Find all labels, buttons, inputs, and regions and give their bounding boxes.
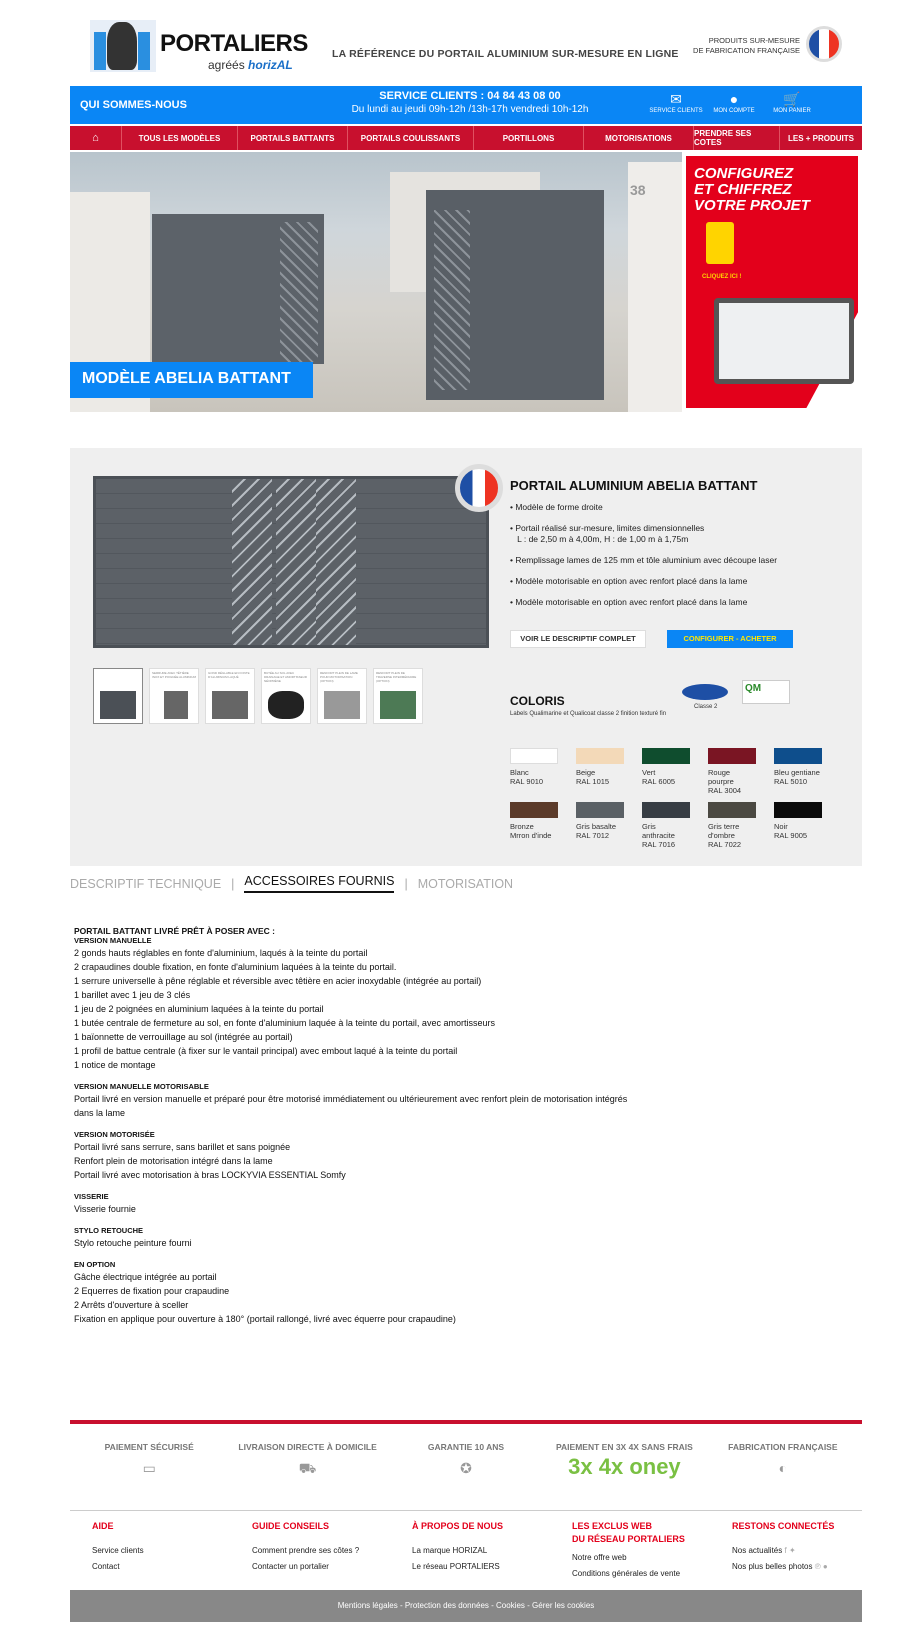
- laptop-screenshot-icon: [714, 298, 854, 384]
- content-section: [74, 1130, 674, 1182]
- feature-paiement-3x4x: PAIEMENT EN 3X 4X SANS FRAIS 3x 4x oney: [545, 1430, 703, 1506]
- section-heading: VISSERIE: [74, 1192, 109, 1201]
- colors-title: COLORIS: [510, 694, 565, 708]
- nav-portillons[interactable]: PORTILLONS: [474, 126, 584, 150]
- thumb-stop-image: [268, 691, 304, 719]
- footer-link[interactable]: La marque HORIZAL: [412, 1546, 488, 1555]
- classe-label: Classe 2: [694, 704, 718, 710]
- section-heading: EN OPTION: [74, 1260, 116, 1269]
- section-line: dans la lame: [74, 1108, 126, 1118]
- footer-divider: [70, 1420, 862, 1424]
- footer-heading: GUIDE CONSEILS: [252, 1521, 330, 1531]
- swatch-label: Gris terre d'ombre RAL 7022: [708, 822, 742, 849]
- product-main-image[interactable]: [93, 476, 489, 648]
- section-line: 1 profil de battue centrale (à fixer sur le vantail principal) avec embout laqué à la teinte du portail: [74, 1046, 458, 1056]
- swatch-color: [642, 748, 690, 764]
- footer-line: [70, 1510, 862, 1511]
- colors-labels: Labels Qualimarine et Qualicoat classe 2 finition texturé fin: [510, 711, 667, 717]
- footer-heading: AIDE: [92, 1521, 114, 1531]
- footer-col-aide: [92, 1520, 144, 1575]
- medal-icon: ✪: [460, 1460, 472, 1476]
- footer-col-social: [732, 1520, 834, 1575]
- color-swatch[interactable]: [774, 748, 822, 786]
- hero-gate-right-pattern: [434, 210, 470, 390]
- color-swatch[interactable]: [510, 802, 558, 840]
- content-section: [74, 1260, 674, 1326]
- tab-separator: |: [231, 876, 235, 891]
- section-line: 2 Arrêts d'ouverture à sceller: [74, 1300, 189, 1310]
- swatch-color: [510, 748, 558, 764]
- logo-subtitle: agréés horizAL: [208, 58, 293, 72]
- footer-heading: LES EXCLUS WEB DU RÉSEAU PORTALIERS: [572, 1521, 685, 1544]
- thumb-reinforcement-image: [324, 691, 360, 719]
- twitter-icon[interactable]: ✦: [788, 1546, 796, 1555]
- feature-fabrication: FABRICATION FRANÇAISE ◐: [704, 1430, 862, 1506]
- thumbnail-3[interactable]: GOND RÉGLABLE EN FONTE D'ALUMINIUM LAQUÉ: [205, 668, 255, 724]
- feature-item: • Modèle motorisable en option avec renfort placé dans la lame: [510, 597, 748, 607]
- fabrique-en-france-badge-icon: [455, 464, 503, 512]
- content-title: PORTAIL BATTANT LIVRÉ PRÊT À POSER AVEC :: [74, 926, 276, 936]
- section-heading: STYLO RETOUCHE: [74, 1226, 144, 1235]
- logo-wordmark: PORTALIERS: [160, 30, 308, 57]
- qualimarine-logo-icon: [682, 684, 728, 700]
- feature-garantie: GARANTIE 10 ANS ✪: [387, 1430, 545, 1506]
- swatch-color: [642, 802, 690, 818]
- section-line: 1 serrure universelle à pêne réglable et réversible avec têtière en acier inoxydable (intégrée au portail): [74, 976, 482, 986]
- thumb-hinge-image: [212, 691, 248, 719]
- product-title: PORTAIL ALUMINIUM ABELIA BATTANT: [510, 478, 758, 493]
- swatch-label: Bleu gentiane RAL 5010: [774, 768, 820, 786]
- footer-link[interactable]: Service clients: [92, 1546, 144, 1555]
- section-line: Renfort plein de motorisation intégré dans la lame: [74, 1156, 273, 1166]
- section-heading: VERSION MANUELLE: [74, 936, 152, 945]
- top-bar: [70, 86, 862, 124]
- feature-paiement-securise: PAIEMENT SÉCURISÉ ▭: [70, 1430, 228, 1506]
- reassurance-bar: [70, 1430, 862, 1506]
- made-in-france-text: PRODUITS SUR-MESURE DE FABRICATION FRANÇAISE: [693, 36, 800, 55]
- swatch-label: Vert RAL 6005: [642, 768, 676, 786]
- footer-col-exclus: [572, 1520, 685, 1582]
- house-number: 38: [630, 182, 646, 198]
- thumb-crossbar-image: [380, 691, 416, 719]
- feature-item: • Modèle motorisable en option avec renfort placé dans la lame: [510, 576, 748, 586]
- swatch-color: [708, 748, 756, 764]
- section-line: Portail livré sans serrure, sans barillet et sans poignée: [74, 1142, 291, 1152]
- swatch-color: [576, 802, 624, 818]
- color-swatch[interactable]: [510, 748, 558, 786]
- color-swatch[interactable]: [576, 802, 624, 840]
- color-swatch[interactable]: [576, 748, 624, 786]
- feature-item: • Remplissage lames de 125 mm et tôle aluminium avec découpe laser: [510, 555, 778, 565]
- section-line: 2 crapaudines double fixation, en fonte d'aluminium laquées à la teinte du portail.: [74, 962, 397, 972]
- swatch-color: [708, 802, 756, 818]
- houzz-icon[interactable]: ●: [822, 1562, 828, 1571]
- section-line: Portail livré avec motorisation à bras LOCKYVIA ESSENTIAL Somfy: [74, 1170, 346, 1180]
- cart-button[interactable]: 🛒 MON PANIER: [762, 90, 822, 114]
- configure-project-banner[interactable]: [682, 152, 862, 412]
- gate-perforated-panel-mid: [276, 479, 316, 645]
- color-swatch[interactable]: [708, 748, 756, 795]
- nav-prendre-ses-cotes[interactable]: PRENDRE SES COTES: [694, 126, 780, 150]
- configure-heading: CONFIGUREZ ET CHIFFREZ VOTRE PROJET: [694, 165, 810, 214]
- section-line: Stylo retouche peinture fourni: [74, 1238, 192, 1248]
- section-line: Gâche électrique intégrée au portail: [74, 1272, 217, 1282]
- main-nav: [70, 126, 862, 150]
- thumbnail-6[interactable]: RENFORT PLEIN DE TRAVERSE INTERMÉDIAIRE (OPTION): [373, 668, 423, 724]
- mail-icon: ✉: [670, 91, 682, 107]
- swatch-label: Gris anthracite RAL 7016: [642, 822, 676, 849]
- card-icon: ▭: [142, 1460, 156, 1476]
- swatch-color: [774, 748, 822, 764]
- swatch-label: Noir RAL 9005: [774, 822, 808, 840]
- footer-col-apropos: [412, 1520, 503, 1575]
- thumbnail-1[interactable]: [93, 668, 143, 724]
- france-icon: ◐: [778, 1460, 788, 1476]
- user-icon: ●: [729, 91, 739, 107]
- color-swatch[interactable]: [708, 802, 756, 849]
- content-section: [74, 1082, 674, 1120]
- nav-plus-produits[interactable]: LES + PRODUITS: [787, 133, 854, 143]
- facebook-icon[interactable]: f: [784, 1546, 787, 1555]
- france-flag-badge-icon: [806, 26, 842, 62]
- about-link[interactable]: QUI SOMMES-NOUS: [80, 99, 187, 111]
- swatch-label: Gris basalte RAL 7012: [576, 822, 617, 840]
- truck-icon: ⛟: [298, 1460, 317, 1476]
- feature-livraison: LIVRAISON DIRECTE À DOMICILE ⛟: [228, 1430, 386, 1506]
- click-here-label[interactable]: CLIQUEZ ICI !: [702, 274, 742, 280]
- content-section: [74, 936, 674, 1072]
- home-nav-button[interactable]: [70, 126, 122, 150]
- swatch-color: [576, 748, 624, 764]
- service-phone[interactable]: SERVICE CLIENTS : 04 84 43 08 00: [379, 90, 561, 102]
- footer-link[interactable]: Contact: [92, 1562, 120, 1571]
- account-button[interactable]: ● MON COMPTE: [704, 90, 764, 114]
- hero-gate-left-pattern: [280, 222, 318, 362]
- swatch-color: [510, 802, 558, 818]
- nav-tous-les-modeles[interactable]: TOUS LES MODÈLES: [122, 126, 238, 150]
- hero-banner[interactable]: [70, 152, 682, 412]
- oney-logo: 3x 4x oney: [568, 1454, 681, 1479]
- tab-descriptif-technique[interactable]: DESCRIPTIF TECHNIQUE: [70, 876, 222, 891]
- section-line: Portail livré en version manuelle et préparé pour être motorisé immédiatement ou ultérieurement avec renfort plein de motorisation intégrés: [74, 1094, 628, 1104]
- service-hours: Du lundi au jeudi 09h-12h /13h-17h vendredi 10h-12h: [351, 104, 589, 115]
- nav-motorisations[interactable]: MOTORISATIONS: [584, 126, 694, 150]
- view-full-description-button[interactable]: VOIR LE DESCRIPTIF COMPLET: [510, 630, 646, 648]
- product-section: [70, 448, 862, 866]
- product-features: [510, 502, 830, 618]
- thumbnail-2[interactable]: SERRURE AVEC TÊTIÈRE INOX ET POIGNÉE ALUMINIUM: [149, 668, 199, 724]
- hero-pillar-right: [628, 162, 682, 412]
- feature-item: • Modèle de forme droite: [510, 502, 603, 512]
- swatch-label: Beige RAL 1015: [576, 768, 610, 786]
- home-icon: ⌂: [92, 132, 99, 144]
- footer-link[interactable]: Comment prendre ses côtes ?: [252, 1546, 360, 1555]
- detail-tabs: [70, 874, 513, 893]
- tab-accessoires-fournis[interactable]: ACCESSOIRES FOURNIS: [244, 874, 394, 893]
- accessories-content: [74, 926, 674, 1366]
- pinterest-icon[interactable]: ℗: [814, 1562, 821, 1571]
- footer-link[interactable]: Notre offre web: [572, 1553, 627, 1562]
- service-clients: [320, 90, 620, 115]
- thumbnail-4[interactable]: BUTÉE AU SOL AVEC DRAINAGE ET AMORTISSEUR NÉOPRÈNE: [261, 668, 311, 724]
- gate-perforated-panel-right: [316, 479, 356, 645]
- feature-item: L : de 2,50 m à 4,00m, H : de 1,00 m à 1,75m: [510, 534, 689, 544]
- footer-link[interactable]: Le réseau PORTALIERS: [412, 1562, 500, 1571]
- tab-separator: |: [404, 876, 408, 891]
- section-line: Fixation en applique pour ouverture à 180° (portail rallongé, livré avec équerre pour crapaudine): [74, 1314, 456, 1324]
- footer-col-guide: [252, 1520, 359, 1575]
- service-clients-button[interactable]: ✉ SERVICE CLIENTS: [646, 90, 706, 114]
- footer-link-photos[interactable]: Nos plus belles photos ℗ ●: [732, 1562, 828, 1571]
- content-section: [74, 1192, 674, 1216]
- color-swatch[interactable]: [642, 748, 690, 786]
- swatch-label: Blanc RAL 9010: [510, 768, 544, 786]
- section-heading: VERSION MOTORISÉE: [74, 1130, 155, 1139]
- section-line: 1 notice de montage: [74, 1060, 156, 1070]
- tagline: LA RÉFÉRENCE DU PORTAIL ALUMINIUM SUR-MESURE EN LIGNE: [332, 48, 679, 60]
- thumb-lock-image: [164, 691, 188, 719]
- footer-heading: À PROPOS DE NOUS: [412, 1521, 504, 1531]
- nav-portails-coulissants[interactable]: PORTAILS COULISSANTS: [348, 126, 474, 150]
- tab-motorisation[interactable]: MOTORISATION: [417, 876, 514, 891]
- thumbnail-5[interactable]: RENFORT PLEIN DE LAME POUR MOTORISATION (OPTION): [317, 668, 367, 724]
- calculator-icon: [706, 222, 734, 264]
- section-line: 2 gonds hauts réglables en fonte d'aluminium, laqués à la teinte du portail: [74, 948, 368, 958]
- content-sections: [74, 936, 674, 1326]
- section-line: 1 butée centrale de fermeture au sol, en fonte d'aluminium laquée à la teinte du portail, avec amortisseurs: [74, 1018, 495, 1028]
- section-line: 2 Equerres de fixation pour crapaudine: [74, 1286, 230, 1296]
- section-heading: VERSION MANUELLE MOTORISABLE: [74, 1082, 209, 1091]
- footer-heading: RESTONS CONNECTÉS: [732, 1521, 835, 1531]
- qualicoat-logo-icon: QM: [742, 680, 790, 704]
- swatch-color: [774, 802, 822, 818]
- section-line: Visserie fournie: [74, 1204, 136, 1214]
- legal-bar[interactable]: Mentions légales - Protection des données - Cookies - Gérer les cookies: [70, 1590, 862, 1622]
- nav-portails-battants[interactable]: PORTAILS BATTANTS: [238, 126, 348, 150]
- section-line: 1 jeu de 2 poignées en aluminium laquées à la teinte du portail: [74, 1004, 324, 1014]
- section-line: 1 baïonnette de verrouillage au sol (intégrée au portail): [74, 1032, 293, 1042]
- swatch-label: Rouge pourpre RAL 3004: [708, 768, 742, 795]
- hero-model-label: MODÈLE ABELIA BATTANT: [70, 362, 313, 398]
- site-logo[interactable]: [90, 20, 310, 74]
- footer-link-news[interactable]: Nos actualités f ✦: [732, 1546, 796, 1555]
- section-line: 1 barillet avec 1 jeu de 3 clés: [74, 990, 191, 1000]
- color-swatch[interactable]: [774, 802, 822, 840]
- configure-buy-button[interactable]: CONFIGURER - ACHETER: [667, 630, 793, 648]
- swatch-label: Bronze Mrron d'inde: [510, 822, 552, 840]
- color-swatch[interactable]: [642, 802, 690, 849]
- gate-perforated-panel-left: [232, 479, 272, 645]
- content-section: [74, 1226, 674, 1250]
- lion-logo-icon: [90, 20, 156, 72]
- thumb-gate-image: [100, 691, 136, 719]
- cart-icon: 🛒: [783, 91, 801, 107]
- footer-link[interactable]: Conditions générales de vente: [572, 1569, 681, 1578]
- feature-item: • Portail réalisé sur-mesure, limites dimensionnelles: [510, 523, 705, 533]
- footer-link[interactable]: Contacter un portalier: [252, 1562, 329, 1571]
